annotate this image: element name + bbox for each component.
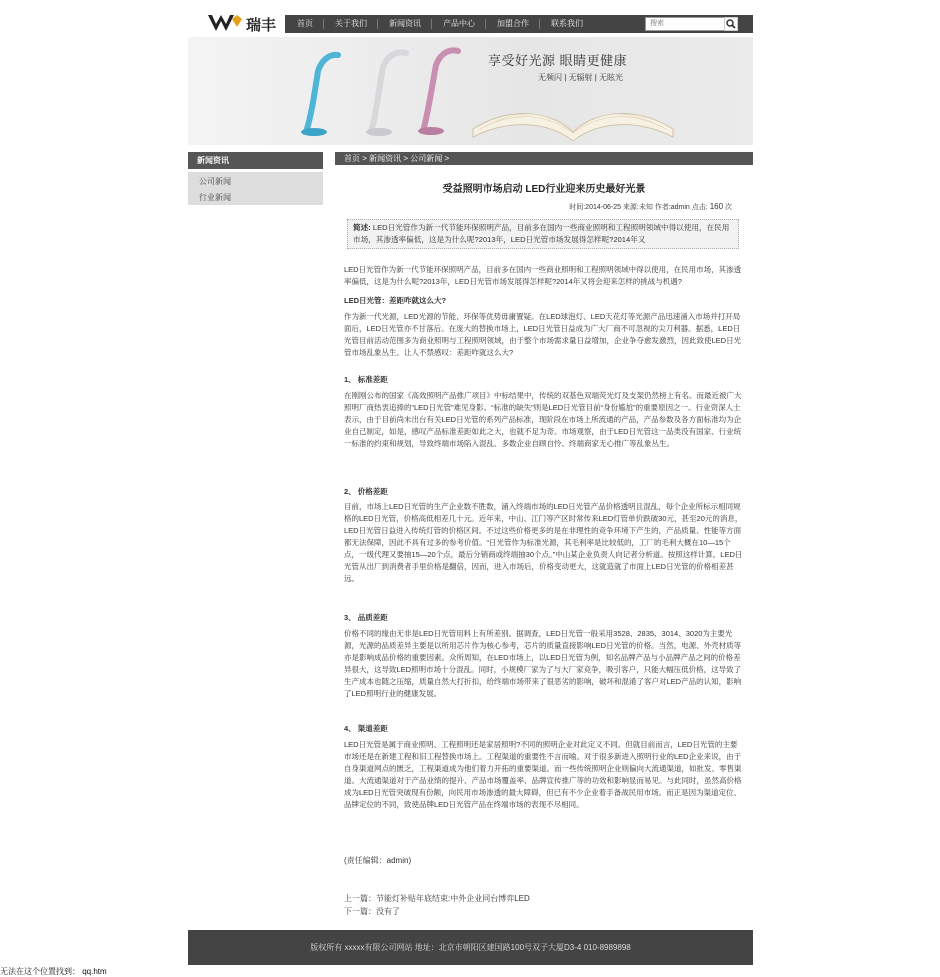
site-footer: 版权所有 xxxxx有限公司网站 地址：北京市朝阳区建国路100号双子大厦D3-4 010-8989898 <box>188 930 753 965</box>
brand-name: 瑞丰 <box>246 16 277 34</box>
nav-divider <box>323 19 324 29</box>
article-meta-suffix: 次 <box>725 204 732 211</box>
next-article <box>344 906 400 917</box>
article-title: 受益照明市场启动 LED行业迎来历史最好光景 <box>442 184 646 195</box>
article-hits: 160 <box>709 202 724 211</box>
nav-join[interactable]: 加盟合作 <box>497 19 529 28</box>
article-paragraph: 作为新一代光源，LED光源的节能、环保等优势毋庸置疑。在LED球泡灯、LED天花灯等光源产品迅速涌入市场并打开局面后，LED日光管亦不甘落后。在庞大的替换市场上，LED日光管日益成为广大厂商不可忽视的尖刀利器。据悉，LED日光管目前活动范围多为商业照明与工程照明领域，由于整个市场需求量日益增加，企业争夺愈发激烈，因此致使LED日光管市场乱象丛生。让人不禁感叹：差距咋就这么大? <box>344 312 742 357</box>
article-paragraph: LED日光管作为新一代节能环保照明产品，目前多在国内一些商业照明和工程照明领域中得以使用，在民用市场，其渗透率偏低，这是为什么呢?2013年，LED日光管市场发展得怎样呢?2014年又将会迎来怎样的挑战与机遇? <box>344 265 742 286</box>
sidebar-title: 新闻资讯 <box>188 152 323 169</box>
nav-divider <box>485 19 486 29</box>
article-heading: 3、 品质差距 <box>344 613 388 622</box>
article-paragraph: LED日光管是属于商业照明、工程照明还是家居照明?不同的照明企业对此定义不同。但就目前而言，LED日光管的主要市场还是在新建工程和旧工程替换市场上。工程渠道的重要性不言而喻。对于很多新进入照明行业的LED企业来说，由于自身渠道网点的匮乏，工程渠道成为他们着力开拓的重要渠道。而一些传统照明企业则偏向大流通渠道，如批发、零售渠道。大流通渠道对于产品业绩的提升、产品市场覆盖率、品牌宣传推广等的功效和影响显而易见。与此同时，虽然高价格成为LED日光管突破现有份额，向民用市场渗透的最大障碍，但已有不少企业着手备战民用市场。而正是因为渠道定位、品牌定位的不同，致使品牌LED日光管产品在终端市场的表现不尽相同。 <box>344 740 742 809</box>
site-logo[interactable] <box>208 11 278 35</box>
article-heading: 1、 标准差距 <box>344 375 388 384</box>
prev-article <box>344 893 530 904</box>
desk-lamps-illustration <box>188 37 753 145</box>
search-input[interactable] <box>645 17 725 31</box>
nav-divider <box>539 19 540 29</box>
article-paragraph: 目前，市场上LED日光管的生产企业数不胜数，涌入终端市场的LED日光管产品价格透明且混乱，每个企业所标示相同规格的LED日光管，价格高低相差几十元。近年来，中山、江门等产区时常传来LED灯管单价跌破30元，甚至20元的消息，LED日光管日益进入传统灯管的价格区间。不过这些价格更多的是在非理性的竞争环境下产生的，产品质量、性能等方面都无法保障，因此不具有过多的参考价值。“日光管作为标准光源，其毛利率是比较低的，工厂的毛利大概在10—15个点，一级代理又要抽15—20个点，最后分销商或终端抽30个点。”中山某企业负责人向记者分析道。按照这样计算，LED日光管从出厂到消费者手里价格是翻倍，因而，进入市场后，价格变动更大，这就造就了市面上LED日光管的价格相差甚远。 <box>344 502 743 583</box>
article-meta-prefix: 时间:2014-06-25 来源:未知 作者:admin 点击: <box>569 204 708 211</box>
next-article-text: 没有了 <box>376 907 400 916</box>
browser-status-bar: 无法在这个位置找到： qq.htm <box>0 967 107 976</box>
nav-products[interactable]: 产品中心 <box>443 19 475 28</box>
banner-title: 享受好光源 眼睛更健康 <box>488 53 628 68</box>
hero-banner <box>188 37 753 145</box>
article-heading: LED日光管：差距咋就这么大? <box>344 296 447 305</box>
nav-home[interactable]: 首页 <box>297 19 313 28</box>
article-editor: (责任编辑：admin) <box>344 856 412 865</box>
sidebar-item-industry-news[interactable]: 行业新闻 <box>199 193 231 202</box>
search-button[interactable] <box>724 17 738 31</box>
sidebar-menu <box>188 172 323 205</box>
sidebar-item-company-news[interactable]: 公司新闻 <box>199 177 231 186</box>
nav-divider <box>377 19 378 29</box>
article-meta <box>335 202 732 212</box>
article-summary <box>347 219 739 249</box>
nav-about[interactable]: 关于我们 <box>335 19 367 28</box>
article-paragraph: 在刚刚公布的国家《高效照明产品推广项目》中标结果中，传统的双基色双端荧光灯及支架仍然榜上有名。而最近被广大照明厂商热衷追捧的“LED日光管”难见身影。“标准的缺失”则是LED日光管目前“身份尴尬”的重要原因之一。行业资深人士表示，由于目前尚未出台有关LED日光管的系列产品标准，现阶段在市场上所流通的产品，产品参数及各方面标准均为企业自己制定，如是，感叹产品标准差距如此之大，也就不足为奇。市场观察，由于LED日光管这一品类没有国家、行业统一标准的约束和规划，导致终端市场陷入混乱、多数企业自顾自怜、终端商家无心推广等乱象丛生。 <box>344 391 742 448</box>
article-heading: 2、 价格差距 <box>344 487 388 496</box>
article-heading: 4、 渠道差距 <box>344 724 388 733</box>
nav-divider <box>431 19 432 29</box>
prev-article-link[interactable]: 节能灯补贴年底结束:中外企业同台博弈LED <box>376 894 530 903</box>
summary-label: 简述: <box>353 223 371 232</box>
nav-news[interactable]: 新闻资讯 <box>389 19 421 28</box>
logo-w-icon <box>208 13 242 33</box>
search-icon <box>725 18 737 30</box>
nav-contact[interactable]: 联系我们 <box>551 19 583 28</box>
article-paragraph: 价格不同的缘由无非是LED日光管用料上有所差别。据调查，LED日光管一般采用3528、2835、3014、3020为主要光源，光源的品质差异主要是以所用芯片作为核心参考，芯片的质量直接影响LED日光管的价格。当然，电源、外壳材质等亦是影响成品价格的重要因素。众所周知，在LED市场上，以LED日光管为例，知名品牌产品与小品牌产品之间的价格差异很大，这导致LED照明市场十分混乱。同时，小规模厂家为了与大厂家竞争，吸引客户，只能大幅压低价格，这导致了生产成本也随之压缩，质量自然大打折扣，给终端市场带来了很恶劣的影响，破坏和混淆了客户对LED产品的认知，影响了LED照明行业的健康发展。 <box>344 629 742 698</box>
summary-text: LED日光管作为新一代节能环保照明产品，目前多在国内一些商业照明和工程照明领域中得以使用，在民用市场，其渗透率偏低，这是为什么呢?2013年，LED日光管市场发展得怎样呢?2014年又 <box>353 223 730 244</box>
breadcrumb[interactable]: 首页 > 新闻资讯 > 公司新闻 > <box>335 152 753 165</box>
prev-label: 上一篇： <box>344 894 376 903</box>
banner-subtitle: 无频闪 | 无辐射 | 无眩光 <box>538 73 624 82</box>
next-label: 下一篇： <box>344 907 376 916</box>
